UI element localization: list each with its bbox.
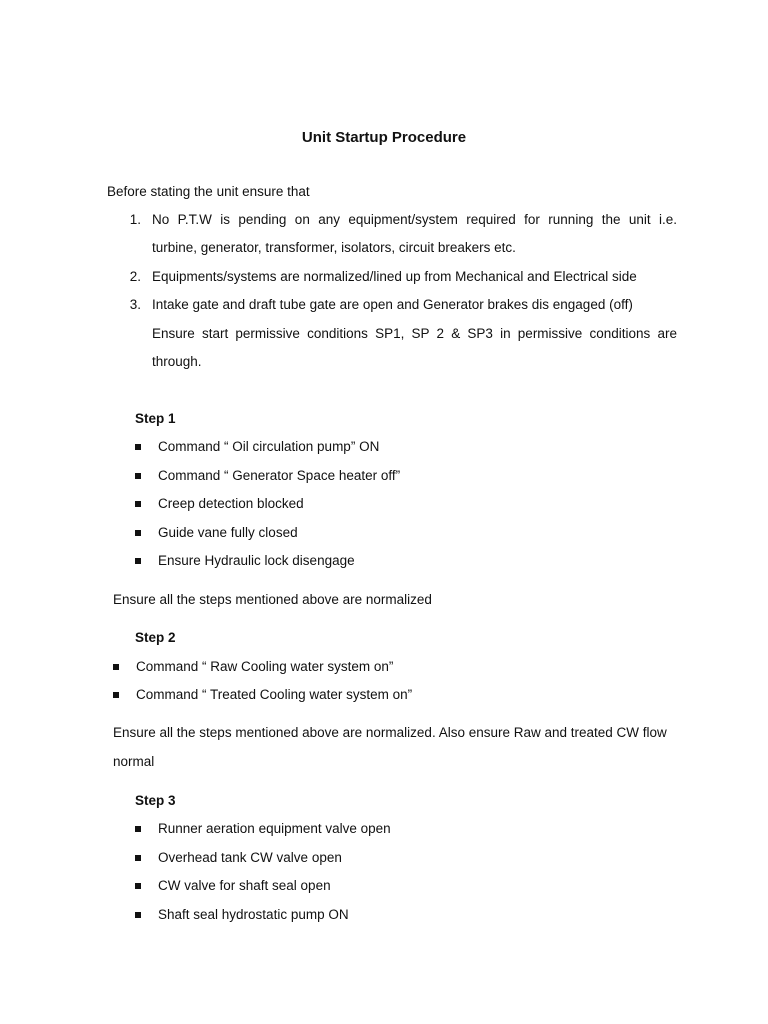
bullet-icon bbox=[113, 692, 119, 698]
bullet-icon bbox=[135, 501, 141, 507]
step-2-item: Command “ Raw Cooling water system on” bbox=[136, 659, 394, 674]
intro-text: Before stating the unit ensure that bbox=[107, 184, 310, 199]
bullet-icon bbox=[135, 912, 141, 918]
permissive-line-1: Ensure start permissive conditions SP1, SP 2 & SP3 in permissive conditions are bbox=[152, 326, 677, 341]
step-3-item: Shaft seal hydrostatic pump ON bbox=[158, 907, 349, 922]
step-1-item: Command “ Generator Space heater off” bbox=[158, 468, 401, 483]
bullet-icon bbox=[113, 664, 119, 670]
step-3-item: CW valve for shaft seal open bbox=[158, 878, 331, 893]
list-number: 1. bbox=[129, 212, 141, 227]
prereq-item-1-line-1: No P.T.W is pending on any equipment/system required for running the unit i.e. bbox=[152, 212, 677, 227]
prereq-item-1-line-2: turbine, generator, transformer, isolators, circuit breakers etc. bbox=[152, 240, 516, 255]
bullet-icon bbox=[135, 444, 141, 450]
step-3-item: Overhead tank CW valve open bbox=[158, 850, 342, 865]
bullet-icon bbox=[135, 530, 141, 536]
step-1-item: Ensure Hydraulic lock disengage bbox=[158, 553, 355, 568]
step-3-heading: Step 3 bbox=[135, 793, 176, 808]
list-number: 2. bbox=[129, 269, 141, 284]
step-1-item: Guide vane fully closed bbox=[158, 525, 298, 540]
bullet-icon bbox=[135, 826, 141, 832]
bullet-icon bbox=[135, 883, 141, 889]
bullet-icon bbox=[135, 473, 141, 479]
step-2-item: Command “ Treated Cooling water system on” bbox=[136, 687, 413, 702]
permissive-line-2: through. bbox=[152, 354, 202, 369]
step-2-note-line-2: normal bbox=[113, 754, 155, 769]
prereq-item-3: Intake gate and draft tube gate are open and Generator brakes dis engaged (off) bbox=[152, 297, 633, 312]
step-2-heading: Step 2 bbox=[135, 630, 176, 645]
step-3-item: Runner aeration equipment valve open bbox=[158, 821, 391, 836]
bullet-icon bbox=[135, 558, 141, 564]
bullet-icon bbox=[135, 855, 141, 861]
step-1-note: Ensure all the steps mentioned above are normalized bbox=[113, 592, 432, 607]
page-title: Unit Startup Procedure bbox=[301, 129, 467, 146]
step-1-heading: Step 1 bbox=[135, 411, 176, 426]
list-number: 3. bbox=[129, 297, 141, 312]
step-1-item: Creep detection blocked bbox=[158, 496, 304, 511]
step-1-item: Command “ Oil circulation pump” ON bbox=[158, 439, 380, 454]
step-2-note-line-1: Ensure all the steps mentioned above are normalized. Also ensure Raw and treated CW flow bbox=[113, 725, 667, 740]
prereq-item-2: Equipments/systems are normalized/lined up from Mechanical and Electrical side bbox=[152, 269, 637, 284]
